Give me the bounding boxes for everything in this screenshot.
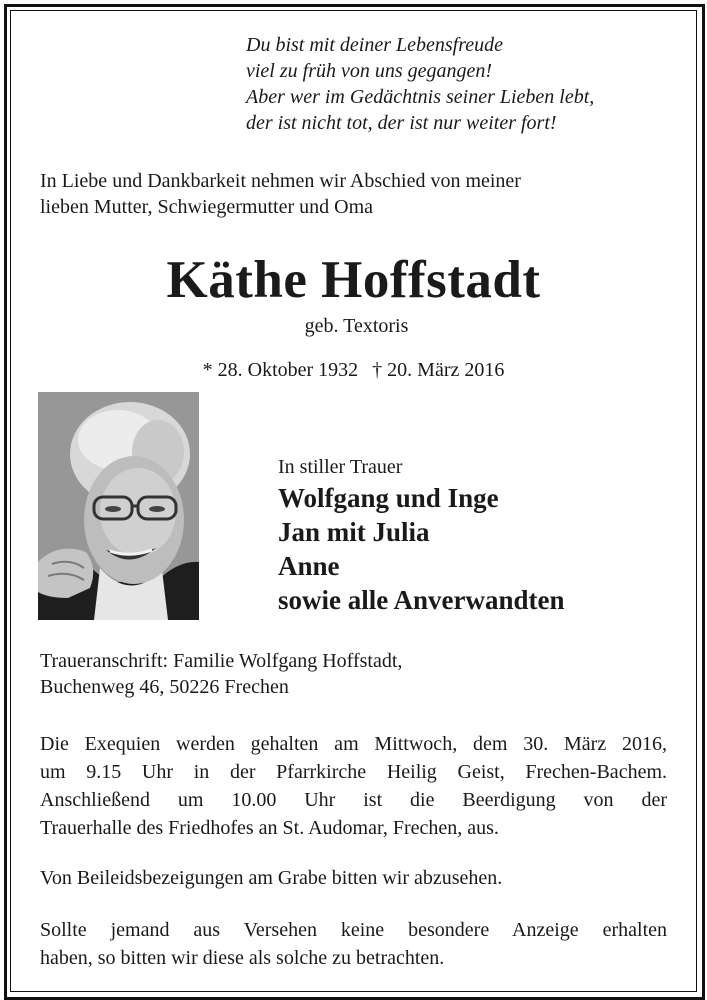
notice-line: Sollte jemand aus Versehen keine besondere Anzeige erhalten: [40, 919, 667, 941]
maiden-name: geb. Textoris: [304, 315, 409, 337]
poem-line: Du bist mit deiner Lebensfreude: [246, 34, 504, 56]
portrait-photo: [38, 392, 199, 620]
birth-date: * 28. Oktober 1932: [202, 359, 359, 381]
notice-text: [40, 916, 667, 972]
notice-line: haben, so bitten wir diese als solche zu betrachten.: [40, 947, 445, 969]
mourner-name: sowie alle Anverwandten: [278, 585, 565, 615]
funeral-line: Anschließend um 10.00 Uhr ist die Beerdigung von der: [40, 789, 667, 811]
poem-line: Aber wer im Gedächtnis seiner Lieben lebt,: [246, 86, 595, 108]
poem-line: der ist nicht tot, der ist nur weiter fort!: [246, 112, 557, 134]
address-line: Traueranschrift: Familie Wolfgang Hoffstadt,: [40, 650, 403, 672]
intro-line: lieben Mutter, Schwiegermutter und Oma: [40, 196, 373, 218]
funeral-line: Die Exequien werden gehalten am Mittwoch, dem 30. März 2016,: [40, 733, 667, 755]
condolence-note: Von Beileidsbezeigungen am Grabe bitten wir abzusehen.: [40, 867, 503, 889]
mourners-list: [278, 481, 565, 617]
death-date: † 20. März 2016: [372, 359, 505, 381]
poem-line: viel zu früh von uns gegangen!: [246, 60, 493, 82]
mourner-name: Wolfgang und Inge: [278, 483, 499, 513]
intro-line-text: In Liebe und Dankbarkeit nehmen wir Abschied von meiner: [40, 170, 521, 192]
poem: [246, 32, 594, 136]
funeral-line: Trauerhalle des Friedhofes an St. Audomar, Frechen, aus.: [40, 817, 499, 839]
intro-text: [40, 168, 670, 220]
portrait-illustration: [38, 392, 199, 620]
funeral-line: um 9.15 Uhr in der Pfarrkirche Heilig Geist, Frechen-Bachem.: [40, 761, 667, 783]
mourning-address: [40, 648, 402, 700]
mourner-name: Anne: [278, 551, 340, 581]
intro-line: [40, 168, 670, 194]
address-line: Buchenweg 46, 50226 Frechen: [40, 676, 289, 698]
funeral-details: [40, 730, 667, 842]
life-dates: [0, 357, 707, 383]
mourners-lead: In stiller Trauer: [278, 456, 403, 478]
deceased-name: Käthe Hoffstadt: [166, 251, 541, 309]
mourner-name: Jan mit Julia: [278, 517, 430, 547]
